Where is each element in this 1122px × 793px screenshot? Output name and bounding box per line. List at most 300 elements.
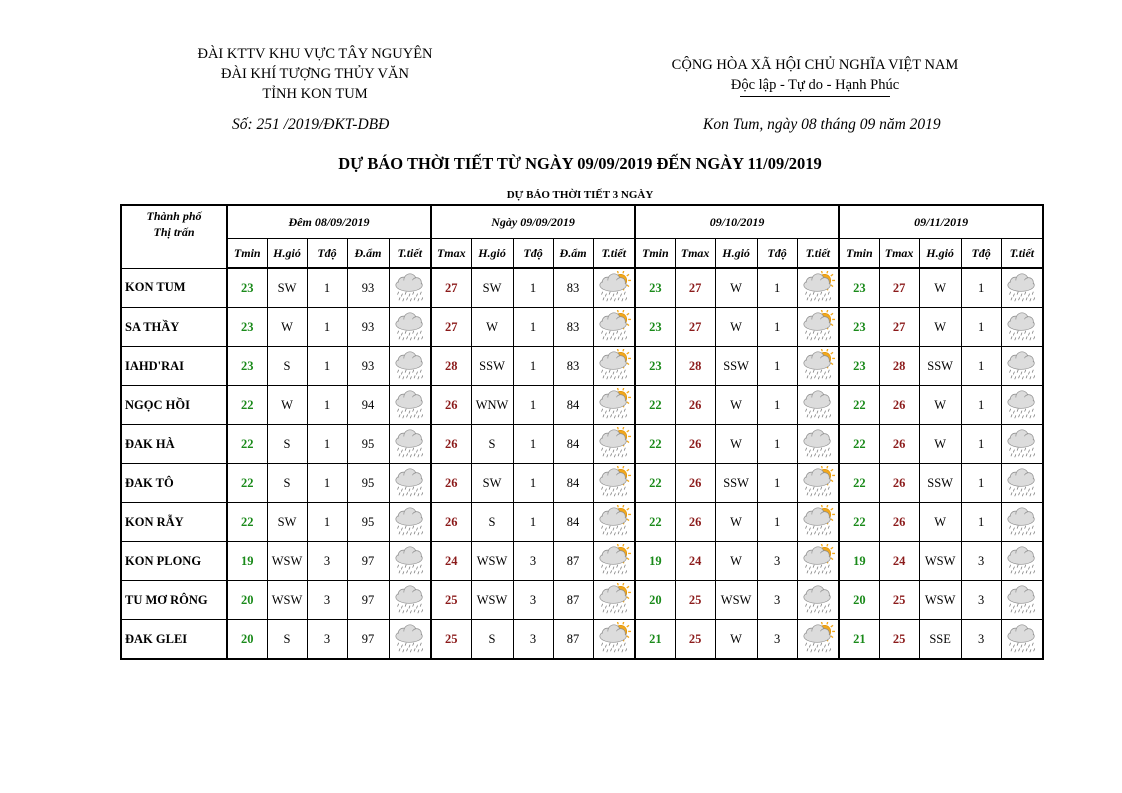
weather-cell [1001,386,1043,425]
wind-direction-cell: SW [471,268,513,308]
table-row [121,581,1043,620]
col-header-day1-3: Tđộ [513,239,553,269]
tmax-cell: 24 [675,542,715,581]
tmax-cell: 26 [879,464,919,503]
tmin-cell: 22 [227,386,267,425]
tmin-cell: 19 [635,542,675,581]
tmax-cell: 27 [879,268,919,308]
wind-direction-cell: S [471,425,513,464]
tmin-cell: 22 [839,464,879,503]
sun-rain-icon [597,349,631,383]
rain-cloud-icon [1005,310,1039,344]
tmin-cell: 21 [839,620,879,660]
table-row [121,542,1043,581]
weather-cell [1001,464,1043,503]
wind-direction-cell: W [715,268,757,308]
wind-direction-cell: SSW [715,464,757,503]
table-row [121,620,1043,660]
weather-cell [389,581,431,620]
city-name: NGỌC HỒI [121,386,227,425]
doc-number: Số: 251 /2019/ĐKT-DBĐ [232,116,390,133]
wind-direction-cell: W [919,308,961,347]
wind-level-cell: 1 [513,347,553,386]
weather-cell [389,464,431,503]
wind-level-cell: 1 [513,386,553,425]
city-name: KON PLONG [121,542,227,581]
sun-rain-icon [801,310,835,344]
humidity-cell: 84 [553,425,593,464]
sun-rain-icon [597,310,631,344]
col-header-night-5: T.tiết [389,239,431,269]
wind-direction-cell: W [267,386,307,425]
rain-cloud-icon [1005,583,1039,617]
wind-direction-cell: W [267,308,307,347]
tmin-cell: 22 [635,425,675,464]
tmax-cell: 27 [675,308,715,347]
tmax-cell: 25 [879,581,919,620]
wind-level-cell: 1 [513,464,553,503]
wind-level-cell: 1 [513,308,553,347]
tmin-cell: 23 [227,268,267,308]
wind-level-cell: 1 [961,464,1001,503]
weather-cell [797,308,839,347]
group-header-day3: 09/11/2019 [839,205,1043,239]
humidity-cell: 84 [553,386,593,425]
rain-cloud-icon [801,583,835,617]
rain-cloud-icon [1005,271,1039,305]
wind-direction-cell: S [267,425,307,464]
weather-cell [1001,347,1043,386]
motto-underline [740,96,890,97]
wind-direction-cell: W [471,308,513,347]
humidity-cell: 97 [347,620,389,660]
national-title: CỘNG HÒA XÃ HỘI CHỦ NGHĨA VIỆT NAM [671,57,959,73]
wind-direction-cell: SSW [919,347,961,386]
humidity-cell: 83 [553,268,593,308]
wind-level-cell: 1 [513,268,553,308]
humidity-cell: 87 [553,542,593,581]
tmin-cell: 23 [839,347,879,386]
tmax-cell: 26 [879,425,919,464]
wind-level-cell: 1 [961,386,1001,425]
weather-cell [1001,425,1043,464]
city-name: ĐAK GLEI [121,620,227,660]
humidity-cell: 87 [553,620,593,660]
wind-level-cell: 1 [307,464,347,503]
tmax-cell: 27 [675,268,715,308]
tmin-cell: 20 [839,581,879,620]
weather-cell [593,386,635,425]
rain-cloud-icon [801,427,835,461]
sun-rain-icon [801,349,835,383]
city-name: SA THẦY [121,308,227,347]
tmax-cell: 26 [675,503,715,542]
city-name: ĐAK HÀ [121,425,227,464]
humidity-cell: 87 [553,581,593,620]
weather-cell [389,542,431,581]
col-header-day3-1: Tmin [839,239,879,269]
weather-cell [593,347,635,386]
weather-cell [797,386,839,425]
agency-header [160,44,470,104]
tmin-cell: 23 [839,308,879,347]
tmax-cell: 25 [431,620,471,660]
tmax-cell: 25 [879,620,919,660]
weather-cell [1001,268,1043,308]
wind-direction-cell: W [919,503,961,542]
col-header-day3-5: T.tiết [1001,239,1043,269]
wind-level-cell: 1 [757,308,797,347]
weather-cell [1001,542,1043,581]
rain-cloud-icon [1005,466,1039,500]
weather-cell [797,581,839,620]
humidity-cell: 97 [347,581,389,620]
table-row [121,386,1043,425]
weather-cell [797,425,839,464]
wind-direction-cell: SW [267,268,307,308]
wind-direction-cell: S [267,620,307,660]
city-name: KON RẪY [121,503,227,542]
table-row [121,268,1043,308]
humidity-cell: 93 [347,347,389,386]
rain-cloud-icon [393,505,427,539]
tmin-cell: 19 [839,542,879,581]
wind-level-cell: 3 [307,581,347,620]
page-title: DỰ BÁO THỜI TIẾT TỪ NGÀY 09/09/2019 ĐẾN NGÀY 11/09/2019 [338,154,822,173]
tmax-cell: 26 [431,386,471,425]
wind-direction-cell: W [715,620,757,660]
wind-direction-cell: W [919,386,961,425]
tmin-cell: 23 [635,347,675,386]
col-header-day1-5: T.tiết [593,239,635,269]
sun-rain-icon [801,466,835,500]
tmin-cell: 20 [635,581,675,620]
wind-direction-cell: W [715,425,757,464]
tmax-cell: 26 [675,464,715,503]
wind-level-cell: 1 [757,503,797,542]
weather-cell [389,386,431,425]
wind-direction-cell: SSW [715,347,757,386]
humidity-cell: 95 [347,503,389,542]
national-motto: Độc lập - Tự do - Hạnh Phúc [730,77,900,93]
wind-direction-cell: SSE [919,620,961,660]
wind-direction-cell: SSW [919,464,961,503]
wind-level-cell: 1 [961,347,1001,386]
tmin-cell: 22 [635,386,675,425]
tmin-cell: 20 [227,620,267,660]
wind-level-cell: 3 [513,620,553,660]
tmax-cell: 26 [879,503,919,542]
rain-cloud-icon [1005,427,1039,461]
weather-cell [797,620,839,660]
tmin-cell: 19 [227,542,267,581]
tmin-cell: 23 [839,268,879,308]
tmax-cell: 26 [675,425,715,464]
col-header-day1-2: H.gió [471,239,513,269]
tmax-cell: 27 [431,268,471,308]
sun-rain-icon [597,544,631,578]
wind-level-cell: 1 [961,425,1001,464]
humidity-cell: 95 [347,464,389,503]
table-row [121,308,1043,347]
city-column-header [121,205,227,268]
rain-cloud-icon [393,466,427,500]
weather-cell [797,464,839,503]
rain-cloud-icon [393,583,427,617]
wind-level-cell: 1 [961,268,1001,308]
sun-rain-icon [597,271,631,305]
wind-level-cell: 1 [757,464,797,503]
weather-cell [389,620,431,660]
wind-direction-cell: W [715,308,757,347]
wind-level-cell: 1 [757,425,797,464]
weather-cell [1001,620,1043,660]
wind-direction-cell: WNW [471,386,513,425]
humidity-cell: 94 [347,386,389,425]
national-header [630,55,1000,97]
wind-level-cell: 3 [757,542,797,581]
tmin-cell: 22 [227,464,267,503]
weather-cell [593,620,635,660]
wind-level-cell: 1 [307,347,347,386]
humidity-cell: 97 [347,542,389,581]
wind-level-cell: 3 [513,542,553,581]
wind-level-cell: 3 [513,581,553,620]
col-header-day1-4: Đ.ẩm [553,239,593,269]
forecast-table [120,204,1044,660]
wind-direction-cell: S [267,347,307,386]
wind-level-cell: 3 [307,620,347,660]
weather-cell [593,308,635,347]
wind-direction-cell: W [715,503,757,542]
rain-cloud-icon [393,427,427,461]
sun-rain-icon [597,583,631,617]
table-row [121,464,1043,503]
col-header-day2-1: Tmin [635,239,675,269]
rain-cloud-icon [1005,349,1039,383]
sun-rain-icon [597,427,631,461]
col-header-day3-3: H.gió [919,239,961,269]
wind-level-cell: 1 [307,503,347,542]
tmin-cell: 23 [635,308,675,347]
table-row [121,425,1043,464]
wind-level-cell: 3 [961,542,1001,581]
weather-cell [1001,581,1043,620]
rain-cloud-icon [393,310,427,344]
weather-cell [389,308,431,347]
tmin-cell: 22 [227,503,267,542]
rain-cloud-icon [393,622,427,656]
col-header-night-2: H.gió [267,239,307,269]
rain-cloud-icon [1005,388,1039,422]
tmin-cell: 22 [635,503,675,542]
tmax-cell: 26 [431,425,471,464]
weather-cell [593,425,635,464]
wind-direction-cell: S [471,620,513,660]
rain-cloud-icon [1005,544,1039,578]
col-header-night-1: Tmin [227,239,267,269]
agency-line-3: TỈNH KON TUM [262,86,368,102]
wind-level-cell: 1 [961,503,1001,542]
city-name: KON TUM [121,268,227,308]
wind-direction-cell: WSW [471,542,513,581]
weather-cell [1001,503,1043,542]
tmax-cell: 27 [879,308,919,347]
wind-level-cell: 1 [307,425,347,464]
sun-rain-icon [597,505,631,539]
wind-level-cell: 1 [961,308,1001,347]
tmax-cell: 26 [675,386,715,425]
rain-cloud-icon [1005,622,1039,656]
tmax-cell: 24 [879,542,919,581]
tmax-cell: 27 [431,308,471,347]
weather-cell [389,425,431,464]
humidity-cell: 83 [553,347,593,386]
weather-cell [593,464,635,503]
weather-cell [797,347,839,386]
table-row [121,347,1043,386]
weather-cell [593,503,635,542]
wind-direction-cell: W [919,268,961,308]
weather-cell [389,347,431,386]
tmax-cell: 28 [431,347,471,386]
city-header-line-1: Thành phố [146,209,202,223]
wind-direction-cell: WSW [471,581,513,620]
wind-direction-cell: WSW [919,581,961,620]
col-header-day2-4: Tđộ [757,239,797,269]
tmin-cell: 22 [839,386,879,425]
weather-cell [389,268,431,308]
wind-level-cell: 1 [757,347,797,386]
sun-rain-icon [801,622,835,656]
sun-rain-icon [597,622,631,656]
humidity-cell: 93 [347,268,389,308]
wind-level-cell: 1 [513,425,553,464]
doc-date: Kon Tum, ngày 08 tháng 09 năm 2019 [703,116,941,133]
col-header-night-3: Tđộ [307,239,347,269]
sun-rain-icon [801,271,835,305]
tmin-cell: 22 [839,503,879,542]
sun-rain-icon [801,544,835,578]
wind-direction-cell: WSW [919,542,961,581]
col-header-day2-5: T.tiết [797,239,839,269]
wind-level-cell: 1 [757,268,797,308]
tmax-cell: 26 [431,503,471,542]
tmax-cell: 26 [431,464,471,503]
col-header-day2-3: H.gió [715,239,757,269]
wind-level-cell: 3 [757,620,797,660]
tmin-cell: 23 [227,308,267,347]
wind-level-cell: 1 [307,386,347,425]
humidity-cell: 84 [553,503,593,542]
tmin-cell: 21 [635,620,675,660]
sun-rain-icon [597,388,631,422]
wind-level-cell: 3 [307,542,347,581]
rain-cloud-icon [393,349,427,383]
agency-line-2: ĐÀI KHÍ TƯỢNG THỦY VĂN [221,66,409,82]
rain-cloud-icon [801,388,835,422]
tmin-cell: 22 [839,425,879,464]
wind-direction-cell: W [715,542,757,581]
tmin-cell: 20 [227,581,267,620]
table-row [121,503,1043,542]
humidity-cell: 93 [347,308,389,347]
table-subtitle: DỰ BÁO THỜI TIẾT 3 NGÀY [506,189,654,201]
wind-level-cell: 3 [961,620,1001,660]
weather-cell [593,581,635,620]
city-header-line-2: Thị trấn [153,225,195,239]
wind-direction-cell: SW [267,503,307,542]
tmax-cell: 28 [675,347,715,386]
rain-cloud-icon [393,388,427,422]
wind-level-cell: 3 [757,581,797,620]
tmax-cell: 26 [879,386,919,425]
humidity-cell: 95 [347,425,389,464]
weather-cell [797,268,839,308]
tmin-cell: 22 [227,425,267,464]
col-header-day2-2: Tmax [675,239,715,269]
weather-cell [797,503,839,542]
weather-cell [389,503,431,542]
tmin-cell: 23 [635,268,675,308]
wind-level-cell: 1 [513,503,553,542]
humidity-cell: 83 [553,308,593,347]
wind-level-cell: 1 [307,308,347,347]
group-header-day1: Ngày 09/09/2019 [431,205,635,239]
wind-level-cell: 1 [757,386,797,425]
tmin-cell: 22 [635,464,675,503]
col-header-day3-2: Tmax [879,239,919,269]
weather-cell [1001,308,1043,347]
city-name: TU MƠ RÔNG [121,581,227,620]
tmax-cell: 25 [431,581,471,620]
rain-cloud-icon [393,271,427,305]
wind-direction-cell: W [919,425,961,464]
group-header-night: Đêm 08/09/2019 [227,205,431,239]
wind-level-cell: 1 [307,268,347,308]
group-header-day2: 09/10/2019 [635,205,839,239]
col-header-day3-4: Tđộ [961,239,1001,269]
wind-direction-cell: SSW [471,347,513,386]
wind-direction-cell: W [715,386,757,425]
wind-direction-cell: S [267,464,307,503]
wind-direction-cell: SW [471,464,513,503]
city-name: IAHD'RAI [121,347,227,386]
wind-direction-cell: WSW [267,581,307,620]
wind-direction-cell: WSW [715,581,757,620]
agency-line-1: ĐÀI KTTV KHU VỰC TÂY NGUYÊN [197,46,433,62]
tmax-cell: 24 [431,542,471,581]
tmax-cell: 28 [879,347,919,386]
rain-cloud-icon [1005,505,1039,539]
tmax-cell: 25 [675,581,715,620]
weather-cell [593,268,635,308]
rain-cloud-icon [393,544,427,578]
weather-cell [797,542,839,581]
weather-cell [593,542,635,581]
col-header-night-4: Đ.ẩm [347,239,389,269]
wind-direction-cell: WSW [267,542,307,581]
humidity-cell: 84 [553,464,593,503]
sun-rain-icon [801,505,835,539]
tmax-cell: 25 [675,620,715,660]
tmin-cell: 23 [227,347,267,386]
sun-rain-icon [597,466,631,500]
wind-direction-cell: S [471,503,513,542]
city-name: ĐAK TÔ [121,464,227,503]
col-header-day1-1: Tmax [431,239,471,269]
wind-level-cell: 3 [961,581,1001,620]
